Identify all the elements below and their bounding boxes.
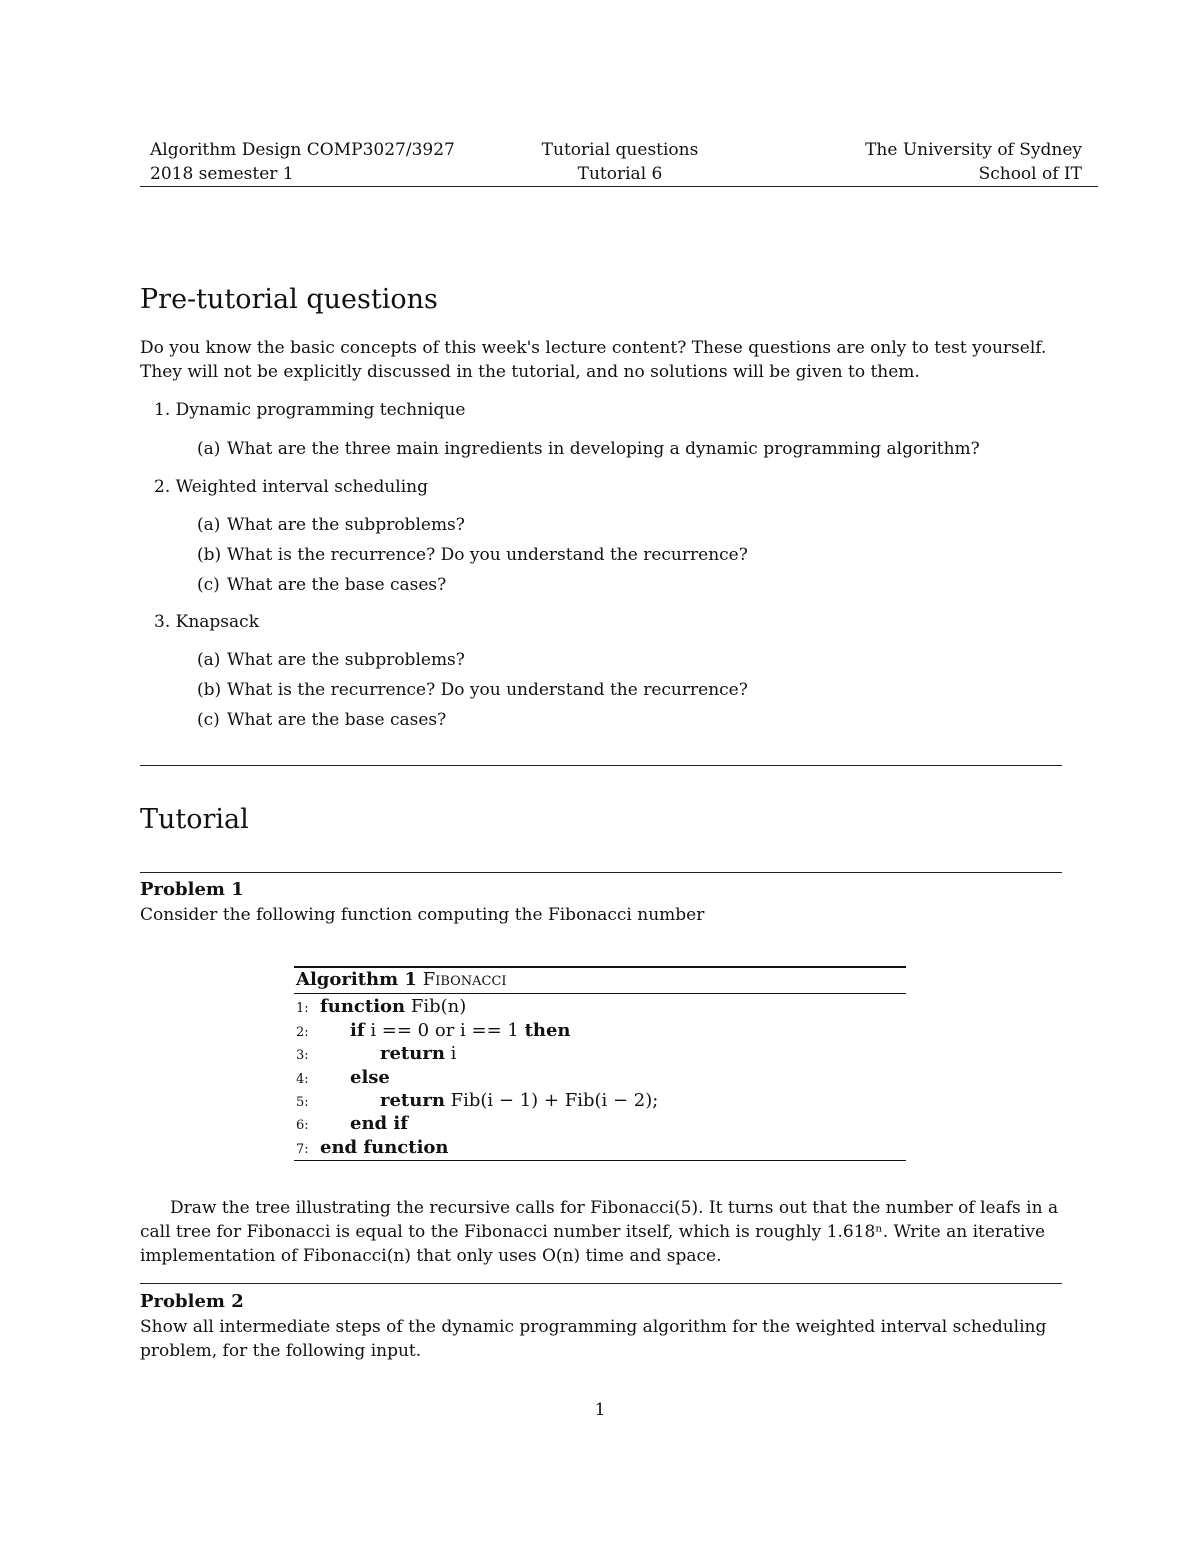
header-tutorial: Tutorial 6 <box>577 164 663 184</box>
algorithm-top-rule <box>294 966 906 968</box>
algorithm-bottom-rule <box>294 1160 906 1161</box>
list-subitem <box>197 513 465 537</box>
problem-divider <box>140 872 1062 873</box>
list-subitem <box>197 708 446 732</box>
line-number: 6: <box>296 1118 309 1133</box>
algorithm-line <box>296 1019 571 1045</box>
list-item-label: Dynamic programming technique <box>175 400 466 420</box>
problem-1-title: Problem 1 <box>140 879 244 900</box>
algorithm-line <box>296 1089 658 1115</box>
list-subitem <box>197 543 748 567</box>
problem-1-body-1: Draw the tree illustrating the recursive calls for Fibonacci(5). It turns out that the number of leafs in a <box>170 1198 1059 1218</box>
pretutorial-title: Pre-tutorial questions <box>140 284 438 315</box>
code-keyword: end if <box>350 1113 408 1134</box>
subitem-text: What are the base cases? <box>227 710 447 730</box>
code-keyword: end function <box>320 1137 449 1158</box>
problem-2-body-2: problem, for the following input. <box>140 1341 422 1361</box>
problem-1-intro: Consider the following function computing the Fibonacci number <box>140 905 705 925</box>
list-subitem <box>197 573 446 597</box>
list-item-number: 1. <box>154 400 171 420</box>
subitem-text: What are the subproblems? <box>227 515 465 535</box>
algorithm-caption-label: Algorithm 1 <box>296 969 417 990</box>
code-keyword: if <box>350 1020 365 1041</box>
code-text: i == 0 or i == 1 <box>364 1020 525 1041</box>
list-item <box>154 475 428 499</box>
list-item-number: 3. <box>154 612 171 632</box>
line-number: 1: <box>296 1001 309 1016</box>
line-number: 4: <box>296 1072 309 1087</box>
problem-divider <box>140 1283 1062 1284</box>
subitem-label: (c) <box>197 710 220 730</box>
algorithm-line <box>296 1136 449 1162</box>
subitem-text: What is the recurrence? Do you understand the recurrence? <box>227 680 748 700</box>
code-keyword: return <box>380 1090 445 1111</box>
list-item-label: Knapsack <box>175 612 259 632</box>
header-semester: 2018 semester 1 <box>150 164 294 184</box>
pretutorial-intro-2: They will not be explicitly discussed in the tutorial, and no solutions will be given to them. <box>140 362 920 382</box>
code-text: Fib(i − 1) + Fib(i − 2); <box>444 1090 659 1111</box>
page-number: 1 <box>594 1400 606 1420</box>
line-number: 2: <box>296 1025 309 1040</box>
code-keyword: then <box>524 1020 571 1041</box>
subitem-text: What are the base cases? <box>227 575 447 595</box>
header-university: The University of Sydney <box>865 140 1082 160</box>
list-item <box>154 610 259 634</box>
problem-2-title: Problem 2 <box>140 1291 244 1312</box>
algorithm-line <box>296 1042 456 1068</box>
subitem-label: (a) <box>197 650 221 670</box>
line-number: 5: <box>296 1095 309 1110</box>
algorithm-caption-name: Fibonacci <box>422 969 507 990</box>
problem-1-body-2: call tree for Fibonacci is equal to the Fibonacci number itself, which is roughly 1.618ⁿ. Write an iterative <box>140 1222 1046 1242</box>
tutorial-title: Tutorial <box>140 804 249 835</box>
list-item-number: 2. <box>154 477 171 497</box>
subitem-label: (b) <box>197 680 222 700</box>
header-doc-type: Tutorial questions <box>541 140 699 160</box>
subitem-text: What are the three main ingredients in developing a dynamic programming algorithm? <box>227 439 980 459</box>
subitem-text: What is the recurrence? Do you understand the recurrence? <box>227 545 748 565</box>
list-subitem <box>197 437 980 461</box>
algorithm-line <box>296 1112 408 1138</box>
list-item <box>154 398 465 422</box>
subitem-label: (a) <box>197 515 221 535</box>
pretutorial-intro-1: Do you know the basic concepts of this week's lecture content? These questions are only to test yourself. <box>140 338 1047 358</box>
section-divider <box>140 765 1062 766</box>
list-subitem <box>197 678 748 702</box>
subitem-label: (b) <box>197 545 222 565</box>
code-keyword: function <box>320 996 406 1017</box>
code-keyword: else <box>350 1067 390 1088</box>
algorithm-line <box>296 1066 390 1092</box>
problem-1-body-3: implementation of Fibonacci(n) that only uses O(n) time and space. <box>140 1246 722 1266</box>
code-text: Fib(n) <box>405 996 467 1017</box>
subitem-label: (c) <box>197 575 220 595</box>
subitem-label: (a) <box>197 439 221 459</box>
algorithm-line <box>296 995 466 1021</box>
line-number: 3: <box>296 1048 309 1063</box>
header-school: School of IT <box>978 164 1082 184</box>
problem-2-body-1: Show all intermediate steps of the dynamic programming algorithm for the weighted interval scheduling <box>140 1317 1047 1337</box>
code-keyword: return <box>380 1043 445 1064</box>
line-number: 7: <box>296 1142 309 1157</box>
header-course: Algorithm Design COMP3027/3927 <box>150 140 455 160</box>
subitem-text: What are the subproblems? <box>227 650 465 670</box>
algorithm-caption-rule <box>294 993 906 994</box>
header-rule <box>140 186 1098 187</box>
code-text: i <box>444 1043 457 1064</box>
list-item-label: Weighted interval scheduling <box>175 477 429 497</box>
algorithm-caption <box>296 969 507 991</box>
list-subitem <box>197 648 465 672</box>
